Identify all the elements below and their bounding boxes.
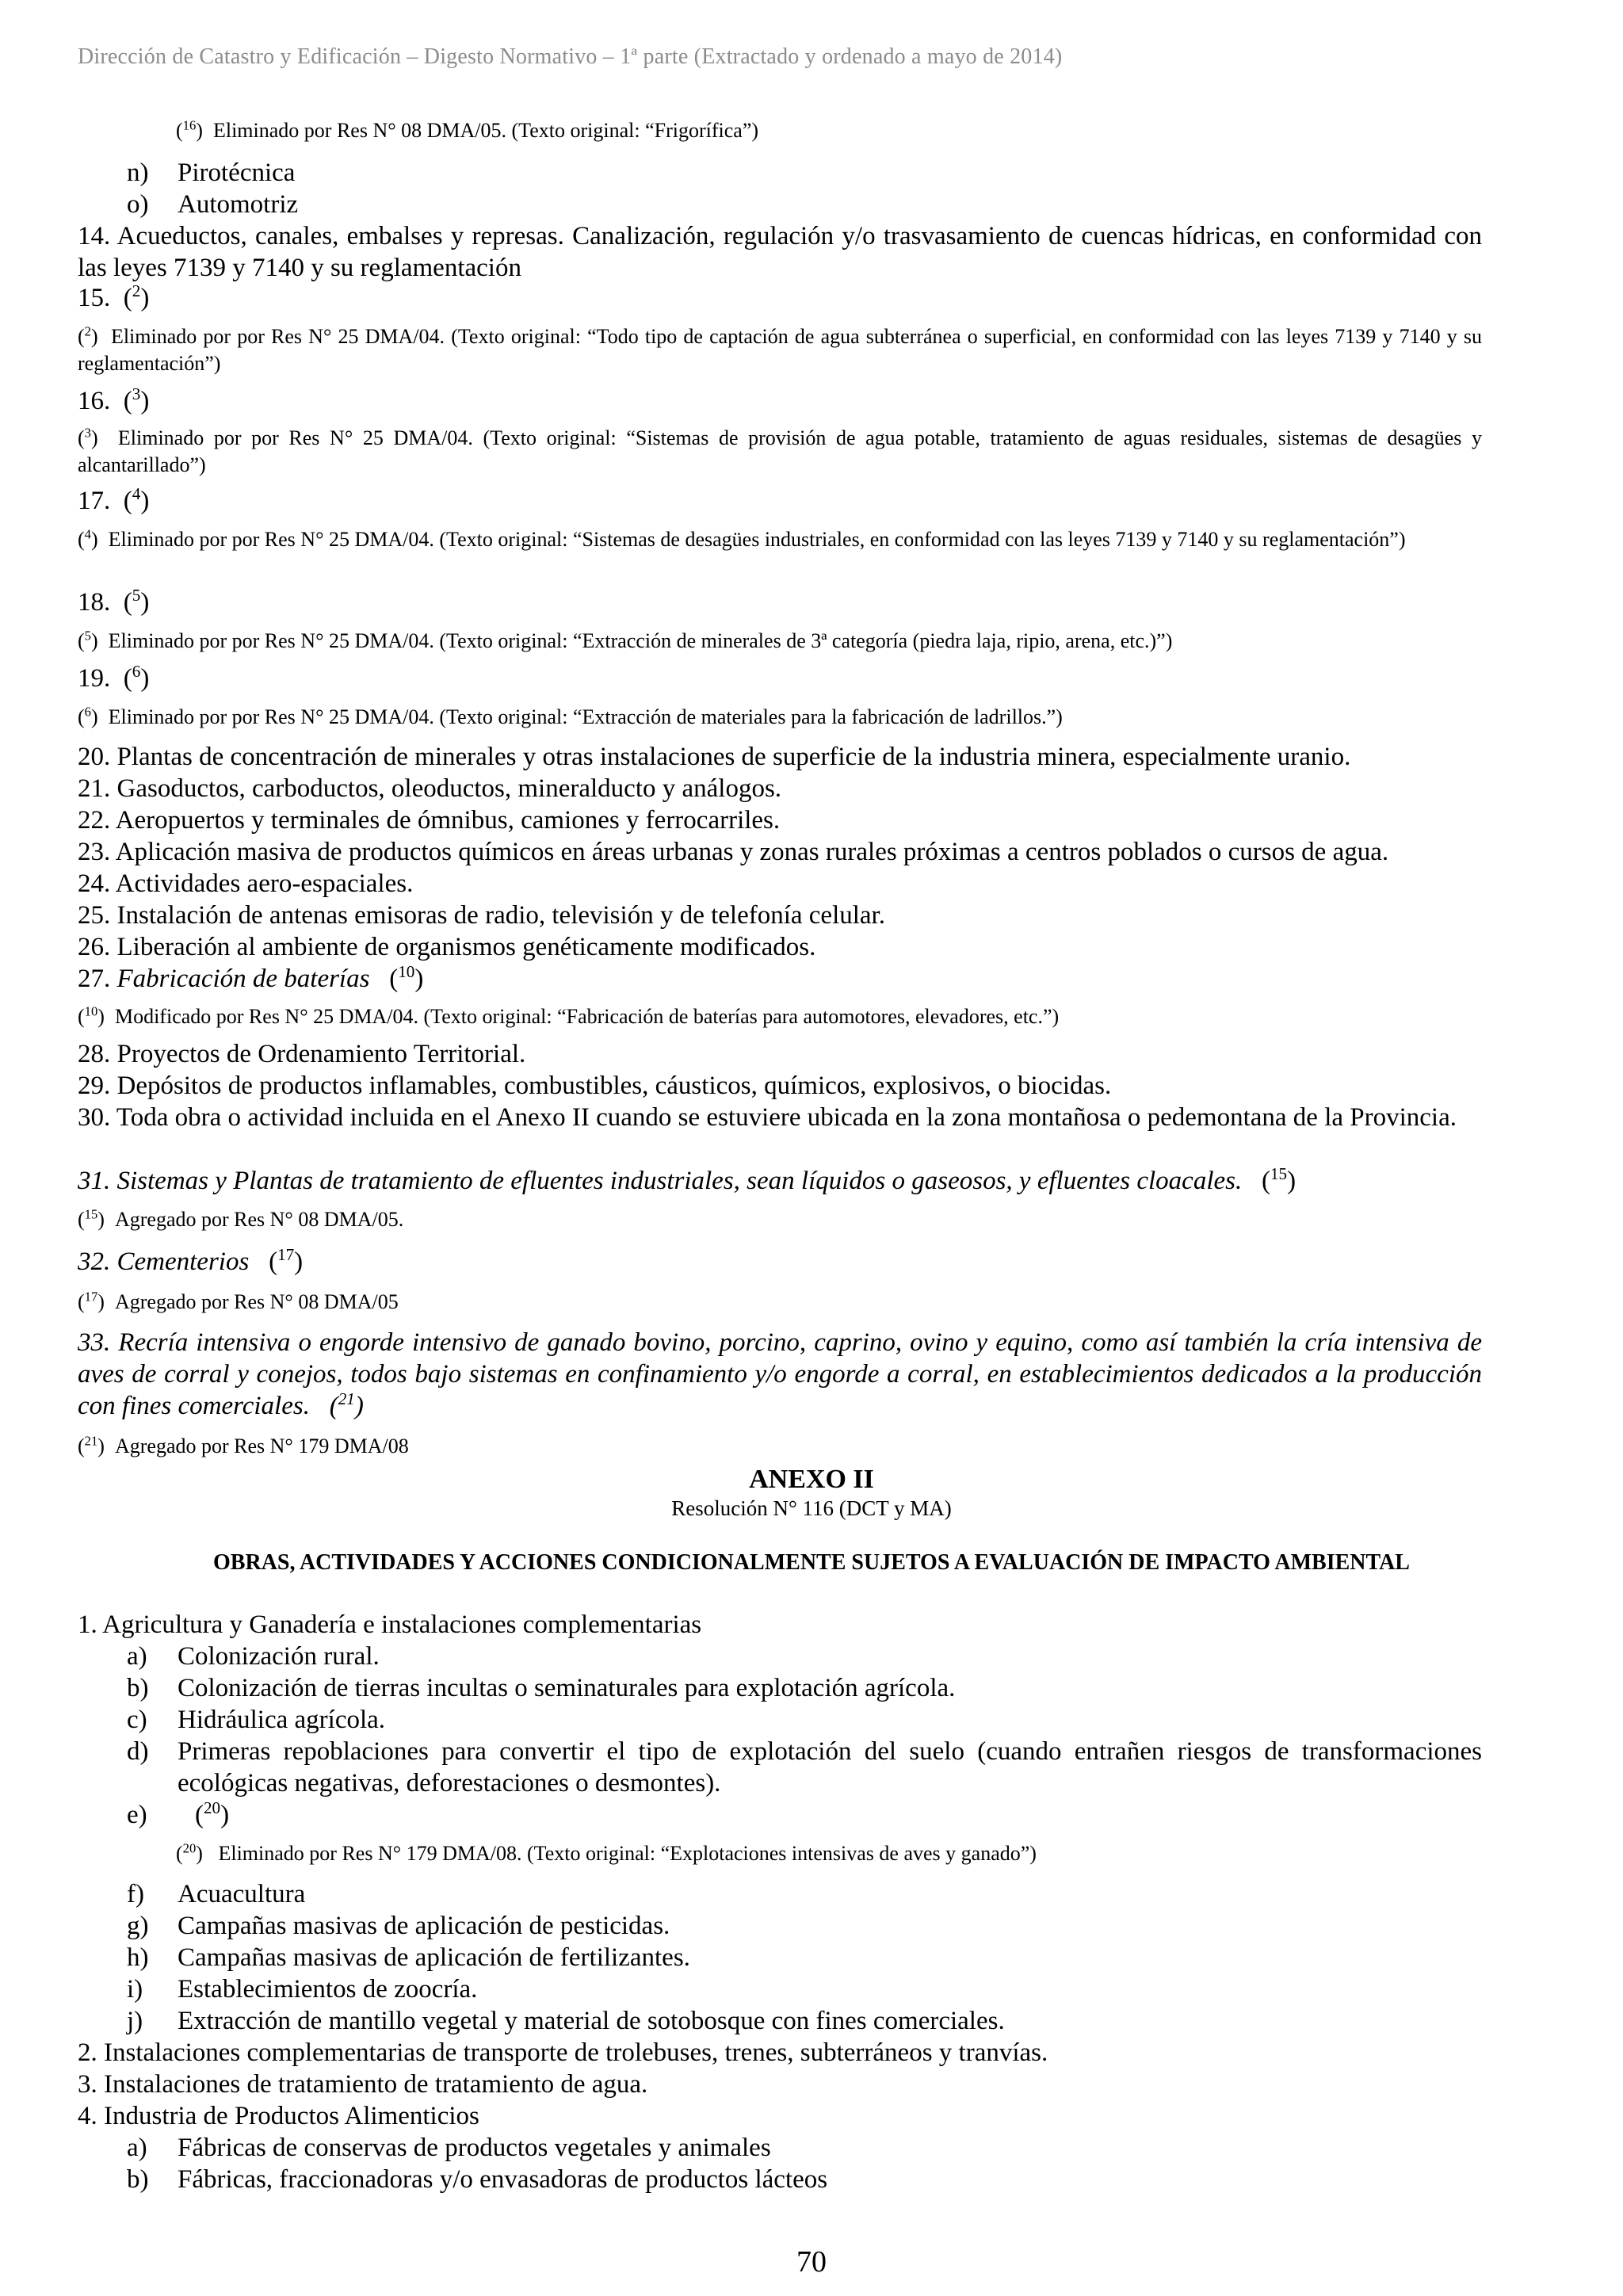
footnote-text: Eliminado por por Res N° 25 DMA/04. (Texto original: “Todo tipo de captación de agua subterránea o superficial, en conformidad con las leyes 7139 y 7140 y su reglamentación”) <box>78 325 1482 375</box>
footnote-ref: 3 <box>132 384 141 403</box>
annex-item-1e: e) ($^{20}$) <box>127 1798 230 1829</box>
footnote-text: Eliminado por por Res N° 25 DMA/04. (Texto original: “Extracción de materiales para la fabricación de ladrillos.”) <box>108 705 1063 728</box>
list-item-n <box>127 157 295 189</box>
list-item-o <box>127 189 298 220</box>
annex-title: ANEXO II <box>749 1465 874 1494</box>
item-text: Campañas masivas de aplicación de fertilizantes. <box>178 1943 690 1972</box>
footnote-text: Agregado por Res N° 08 DMA/05 <box>114 1290 399 1313</box>
item-number: 27. <box>78 965 111 993</box>
list-item-19: 19. ($^6$) <box>78 662 150 693</box>
footnote-text: Agregado por Res N° 08 DMA/05. <box>114 1208 404 1231</box>
footnote-text: Eliminado por Res N° 08 DMA/05. (Texto original: “Frigorífica”) <box>212 119 759 142</box>
list-item-33: 33. Recría intensiva o engorde intensivo de ganado bovino, porcino, caprino, ovino y equino, como así también la cría intensiva de aves de corral y conejos, todos bajo sistemas en confinamiento y/o engorde a corral, en establecimientos dedicados a la producción con fines comerciales. ($^{21}$) <box>78 1328 1482 1420</box>
footnote-text: Agregado por Res N° 179 DMA/08 <box>114 1435 409 1457</box>
footnote-text: Eliminado por Res N° 179 DMA/08. (Texto original: “Explotaciones intensivas de aves y ganado”) <box>218 1842 1037 1865</box>
footnote-ref: 21 <box>338 1389 355 1408</box>
annex-item-1: 1. Agricultura y Ganadería e instalaciones complementarias <box>78 1610 702 1639</box>
footnote-ref: 2 <box>84 323 91 339</box>
footnote-text: Eliminado por por Res N° 25 DMA/04. (Texto original: “Extracción de minerales de 3ª categoría (piedra laja, ripio, arena, etc.)”) <box>108 629 1173 652</box>
item-label: n) <box>127 159 149 187</box>
item-text: 32. Cementerios <box>78 1247 250 1276</box>
list-item-27: 27. Fabricación de baterías ($^{10}$) <box>78 962 424 993</box>
footnote-ref: 16 <box>182 117 197 133</box>
footnote-21: ($^{21}$) Agregado por Res N° 179 DMA/08 <box>78 1433 409 1457</box>
footnote-text: Eliminado por por Res N° 25 DMA/04. (Texto original: “Sistemas de desagües industriales, en conformidad con las leyes 7139 y 7140 y su reglamentación”) <box>108 528 1406 551</box>
list-item-16: 16. ($^3$) <box>78 384 150 415</box>
item-label: j) <box>127 2007 143 2035</box>
annex-item-1b <box>127 1672 955 1704</box>
footnote-6: ($^6$) Eliminado por por Res N° 25 DMA/04. (Texto original: “Extracción de materiales para la fabricación de ladrillos.”) <box>78 704 1063 728</box>
footnote-ref: 5 <box>84 628 91 644</box>
item-text: Fabricación de baterías <box>116 965 370 993</box>
item-text: Establecimientos de zoocría. <box>178 1975 478 2004</box>
footnote-4: ($^4$) Eliminado por por Res N° 25 DMA/04. (Texto original: “Sistemas de desagües industriales, en conformidad con las leyes 7139 y 7140 y su reglamentación”) <box>78 526 1406 551</box>
item-label: f) <box>127 1880 144 1908</box>
page-header: Dirección de Catastro y Edificación – Digesto Normativo – 1ª parte (Extractado y ordenado a mayo de 2014) <box>78 44 1063 69</box>
list-item-15: 15. ($^2$) <box>78 281 150 312</box>
footnote-20: ($^{20}$) Eliminado por Res N° 179 DMA/08. (Texto original: “Explotaciones intensivas de aves y ganado”) <box>176 1840 1037 1865</box>
footnote-5: ($^5$) Eliminado por por Res N° 25 DMA/04. (Texto original: “Extracción de minerales de 3ª categoría (piedra laja, ripio, arena, etc.)”) <box>78 628 1173 652</box>
item-label: g) <box>127 1912 149 1940</box>
footnote-ref: 3 <box>84 425 91 441</box>
footnote-ref: 17 <box>84 1289 98 1305</box>
item-number: 18. <box>78 588 111 617</box>
page-number: 70 <box>796 2245 827 2279</box>
annex-item-4b <box>127 2164 827 2195</box>
annex-item-1i <box>127 1973 477 2005</box>
annex-item-1c <box>127 1704 385 1736</box>
item-label: e) <box>127 1801 147 1829</box>
list-item-24: 24. Actividades aero-espaciales. <box>78 869 414 898</box>
footnote-ref: 6 <box>132 662 141 681</box>
annex-item-1d: Primeras repoblaciones para convertir el tipo de explotación del suelo (cuando entrañen riesgos de transformaciones ecológicas negativas, deforestaciones o desmontes). <box>178 1737 1482 1797</box>
item-text: Fábricas, fraccionadoras y/o envasadoras de productos lácteos <box>178 2165 828 2194</box>
list-item-21: 21. Gasoductos, carboductos, oleoductos, mineralducto y análogos. <box>78 774 782 803</box>
annex-item-1d-label <box>127 1736 178 1767</box>
footnote-ref: 17 <box>277 1245 295 1264</box>
footnote-ref: 15 <box>1270 1164 1288 1183</box>
annex-item-4: 4. Industria de Productos Alimenticios <box>78 2102 479 2130</box>
footnote-ref: 2 <box>132 281 141 300</box>
list-item-17: 17. ($^4$) <box>78 484 150 515</box>
footnote-ref: 10 <box>398 962 415 981</box>
item-label: i) <box>127 1975 143 2004</box>
footnote-text: Modificado por Res N° 25 DMA/04. (Texto original: “Fabricación de baterías para automotores, elevadores, etc.”) <box>114 1005 1060 1028</box>
item-label: a) <box>127 2134 147 2162</box>
footnote-10: ($^{10}$) Modificado por Res N° 25 DMA/04. (Texto original: “Fabricación de baterías para automotores, elevadores, etc.”) <box>78 1003 1060 1028</box>
footnote-ref: 4 <box>84 526 91 542</box>
list-item-30: 30. Toda obra o actividad incluida en el Anexo II cuando se estuviere ubicada en la zona montañosa o pedemontana de la Provincia. <box>78 1103 1457 1132</box>
annex-item-2: 2. Instalaciones complementarias de transporte de trolebuses, trenes, subterráneos y tranvías. <box>78 2038 1048 2067</box>
item-text: Fábricas de conservas de productos vegetales y animales <box>178 2134 771 2162</box>
item-label: a) <box>127 1642 147 1671</box>
footnote-2: ($^2$) Eliminado por por Res N° 25 DMA/04. (Texto original: “Todo tipo de captación de agua subterránea o superficial, en conformidad con las leyes 7139 y 7140 y su reglamentación”) <box>78 323 1482 375</box>
annex-item-1h <box>127 1942 690 1973</box>
annex-item-1j <box>127 2005 1005 2037</box>
footnote-ref: 5 <box>132 586 141 605</box>
item-label: c) <box>127 1706 147 1734</box>
footnote-ref: 21 <box>84 1433 98 1449</box>
list-item-18: 18. ($^5$) <box>78 586 150 617</box>
item-label: b) <box>127 2165 149 2194</box>
item-text: Acuacultura <box>178 1880 306 1908</box>
footnote-text: Eliminado por por Res N° 25 DMA/04. (Texto original: “Sistemas de provisión de agua potable, tratamiento de aguas residuales, sistemas de desagües y alcantarillado”) <box>78 426 1482 476</box>
list-item-26: 26. Liberación al ambiente de organismos genéticamente modificados. <box>78 933 816 961</box>
footnote-ref: 6 <box>84 704 91 720</box>
item-text: Colonización de tierras incultas o seminaturales para explotación agrícola. <box>178 1674 956 1702</box>
item-text: Extracción de mantillo vegetal y material de sotobosque con fines comerciales. <box>178 2007 1005 2035</box>
footnote-ref: 15 <box>84 1206 98 1222</box>
item-label: o) <box>127 190 149 219</box>
list-item-29: 29. Depósitos de productos inflamables, combustibles, cáusticos, químicos, explosivos, o biocidas. <box>78 1072 1112 1100</box>
footnote-ref: 20 <box>204 1798 221 1817</box>
footnote-ref: 20 <box>182 1840 197 1856</box>
footnote-16: ($^{16}$) Eliminado por Res N° 08 DMA/05. (Texto original: “Frigorífica”) <box>176 117 759 142</box>
footnote-17: ($^{17}$) Agregado por Res N° 08 DMA/05 <box>78 1289 399 1313</box>
item-text: 31. Sistemas y Plantas de tratamiento de efluentes industriales, sean líquidos o gaseosos, y efluentes cloacales. <box>78 1167 1243 1195</box>
list-item-14: 14. Acueductos, canales, embalses y represas. Canalización, regulación y/o trasvasamiento de cuencas hídricas, en conformidad con las leyes 7139 y 7140 y su reglamentación <box>78 222 1482 282</box>
annex-item-4a <box>127 2132 771 2164</box>
footnote-15: ($^{15}$) Agregado por Res N° 08 DMA/05. <box>78 1206 404 1231</box>
item-text: Colonización rural. <box>178 1642 380 1671</box>
item-text: Hidráulica agrícola. <box>178 1706 386 1734</box>
list-item-28: 28. Proyectos de Ordenamiento Territorial. <box>78 1040 526 1068</box>
annex-item-1a <box>127 1641 380 1672</box>
footnote-3: ($^3$) Eliminado por por Res N° 25 DMA/04. (Texto original: “Sistemas de provisión de agua potable, tratamiento de aguas residuales, sistemas de desagües y alcantarillado”) <box>78 425 1482 476</box>
item-text: Campañas masivas de aplicación de pesticidas. <box>178 1912 670 1940</box>
list-item-23: 23. Aplicación masiva de productos químicos en áreas urbanas y zonas rurales próximas a centros poblados o cursos de agua. <box>78 838 1389 866</box>
annex-item-3: 3. Instalaciones de tratamiento de tratamiento de agua. <box>78 2070 648 2099</box>
item-text: 33. Recría intensiva o engorde intensivo de ganado bovino, porcino, caprino, ovino y equino, como así también la cría intensiva de aves de corral y conejos, todos bajo sistemas en confinamiento y/o engorde a corral, en establecimientos dedicados a la producción con fines comerciales. <box>78 1328 1482 1420</box>
list-item-20: 20. Plantas de concentración de minerales y otras instalaciones de superficie de la industria minera, especialmente uranio. <box>78 743 1351 771</box>
item-label: b) <box>127 1674 149 1702</box>
list-item-25: 25. Instalación de antenas emisoras de radio, televisión y de telefonía celular. <box>78 901 885 930</box>
item-number: 17. <box>78 487 111 515</box>
item-number: 16. <box>78 387 111 415</box>
annex-subtitle: Resolución N° 116 (DCT y MA) <box>671 1496 952 1520</box>
annex-item-1g <box>127 1910 670 1942</box>
item-label: h) <box>127 1943 149 1972</box>
item-number: 19. <box>78 664 111 693</box>
item-text: Automotriz <box>178 190 299 219</box>
item-text: Pirotécnica <box>178 159 296 187</box>
footnote-ref: 4 <box>132 484 141 503</box>
item-number: 15. <box>78 284 111 312</box>
list-item-31: 31. Sistemas y Plantas de tratamiento de efluentes industriales, sean líquidos o gaseosos, y efluentes cloacales. ($^{15}$) <box>78 1164 1296 1195</box>
annex-item-1f <box>127 1878 305 1910</box>
item-label: d) <box>127 1737 149 1766</box>
list-item-22: 22. Aeropuertos y terminales de ómnibus, camiones y ferrocarriles. <box>78 806 781 835</box>
footnote-ref: 10 <box>84 1003 98 1019</box>
list-item-32: 32. Cementerios ($^{17}$) <box>78 1245 304 1276</box>
annex-heading: OBRAS, ACTIVIDADES Y ACCIONES CONDICIONALMENTE SUJETOS A EVALUACIÓN DE IMPACTO AMBIENTAL <box>213 1550 1410 1575</box>
